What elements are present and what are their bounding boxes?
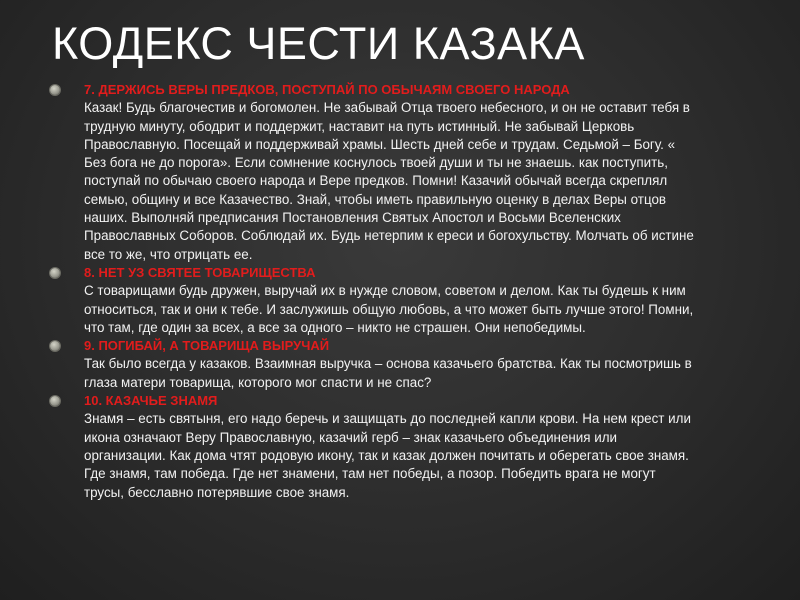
- list-item: [48, 392, 696, 502]
- bullet-icon: [50, 85, 60, 95]
- section-body: Так было всегда у казаков. Взаимная выручка – основа казачьего братства. Как ты посмотришь в глаза матери товарища, которого мог спасти и не спас?: [84, 356, 692, 390]
- section-heading: 9. ПОГИБАЙ, А ТОВАРИЩА ВЫРУЧАЙ: [84, 338, 330, 354]
- section-heading: 10. КАЗАЧЬЕ ЗНАМЯ: [84, 393, 218, 409]
- section-heading: 7. ДЕРЖИСЬ ВЕРЫ ПРЕДКОВ, ПОСТУПАЙ ПО ОБЫЧАЯМ СВОЕГО НАРОДА: [84, 82, 570, 97]
- list-item: [48, 337, 696, 392]
- slide-title: КОДЕКС ЧЕСТИ КАЗАКА: [52, 18, 585, 69]
- bullet-icon: [50, 396, 60, 406]
- list-item: [48, 264, 696, 337]
- list-item: [48, 81, 696, 264]
- section-body: С товарищами будь дружен, выручай их в нужде словом, советом и делом. Как ты будешь к ним относиться, так и они к тебе. И заслужишь общую любовь, а что может быть лучше этого! Помни, что там, где один за всех, а все за одного – никто не страшен. Они непобедимы.: [84, 283, 694, 335]
- bullet-icon: [50, 341, 60, 351]
- section-heading: 8. НЕТ УЗ СВЯТЕЕ ТОВАРИЩЕСТВА: [84, 264, 316, 280]
- code-list: [48, 81, 696, 502]
- section-body: Казак! Будь благочестив и богомолен. Не забывай Отца твоего небесного, и он не оставит тебя в трудную минуту, ободрит и поддержит, наставит на путь истинный. Не забывай Церковь Православную. Посещай и поддерживай храмы. Шесть дней себе и трудам. Седьмой – Богу. « Без бога не до порога». Если сомнение коснулось твоей души и ты не знаешь. как поступить, поступай по обычаю своего народа и Вере предков. Помни! Казачий обычай всегда скреплял семью, общину и все Казачество. Знай, чтобы иметь правильную оценку в делах Веры отцов наших. Выполняй предписания Постановления Святых Апостол и Восьми Вселенских Православных Соборов. Соблюдай их. Будь нетерпим к ереси и богохульству. Молчать об истине все то же, что отрицать ее.: [84, 100, 694, 262]
- section-body: Знамя – есть святыня, его надо беречь и защищать до последней капли крови. На нем крест или икона означают Веру Православную, казачий герб – знак казачьего объединения или организации. Как дома чтят родовую икону, так и казак должен почитать и оберегать свое знамя. Где знамя, там победа. Где нет знамени, там нет победы, а позор. Победить врага не могут трусы, бесславно потерявшие свое знамя.: [84, 411, 691, 500]
- bullet-icon: [50, 268, 60, 278]
